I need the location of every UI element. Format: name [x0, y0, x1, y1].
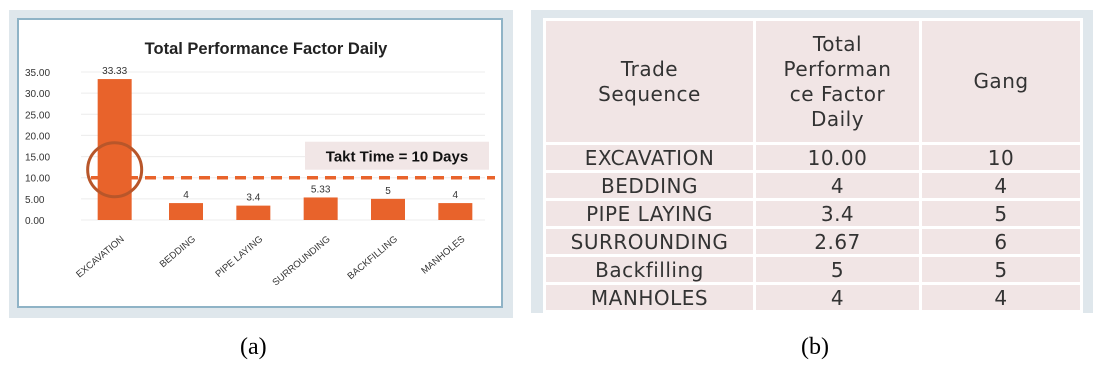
header-line: Daily [810, 106, 865, 131]
table-cell: 4 [921, 172, 1082, 200]
table-cell: 4 [755, 284, 921, 312]
table-cell: 4 [921, 284, 1082, 312]
takt-time-label: Takt Time = 10 Days [325, 148, 469, 166]
bar [98, 79, 132, 220]
y-tick-label: 5.00 [25, 194, 45, 206]
y-tick-label: 0.00 [25, 216, 45, 227]
table-cell: 5 [755, 256, 921, 284]
x-tick-label: SURROUNDING [270, 233, 333, 289]
data-label: 33.33 [102, 66, 128, 78]
table-body [545, 144, 1082, 312]
table-cell: BEDDING [545, 172, 755, 200]
table-row [545, 228, 1082, 256]
table-header-row [545, 20, 1082, 144]
data-label: 3.4 [246, 192, 261, 204]
bar [304, 197, 338, 220]
y-tick-label: 10.00 [25, 173, 51, 185]
y-tick-label: 20.00 [25, 131, 51, 143]
header-line: ce Factor [789, 81, 886, 106]
y-tick-label: 30.00 [25, 89, 51, 101]
table-row [545, 256, 1082, 284]
chart-title: Total Performance Factor Daily [144, 40, 388, 58]
header-line: Trade [620, 56, 679, 81]
y-tick-label: 35.00 [25, 68, 51, 79]
table-cell: SURROUNDING [545, 228, 755, 256]
table-cell: 10 [921, 144, 1082, 172]
table-cell: 2.67 [755, 228, 921, 256]
table-header-cell [755, 20, 921, 144]
bar [438, 203, 472, 220]
header-line: Total [812, 31, 863, 56]
chart-panel [9, 10, 513, 318]
chart-frame [17, 18, 503, 308]
data-label: 4 [183, 190, 189, 202]
header-line: Gang [973, 69, 1029, 93]
table-row [545, 144, 1082, 172]
table-cell: Backfilling [545, 256, 755, 284]
x-tick-label: BACKFILLING [345, 233, 400, 283]
table-panel [531, 10, 1093, 313]
bar [169, 203, 203, 220]
table-cell: 5 [921, 200, 1082, 228]
table-row [545, 172, 1082, 200]
performance-table [543, 18, 1083, 313]
table-row [545, 200, 1082, 228]
header-line: Sequence [598, 81, 701, 106]
y-tick-label: 15.00 [25, 152, 51, 164]
data-label: 5.33 [310, 184, 331, 196]
table-cell: 5 [921, 256, 1082, 284]
table-row [545, 284, 1082, 312]
table-cell: PIPE LAYING [545, 200, 755, 228]
bar [236, 206, 270, 220]
y-tick-label: 25.00 [25, 110, 51, 122]
bar-chart [19, 20, 501, 306]
x-tick-label: MANHOLES [419, 233, 468, 277]
table-cell: EXCAVATION [545, 144, 755, 172]
caption-a: (a) [240, 334, 267, 360]
x-tick-label: BEDDING [157, 233, 198, 271]
table-cell: MANHOLES [545, 284, 755, 312]
table-cell: 3.4 [755, 200, 921, 228]
x-tick-label: PIPE LAYING [213, 233, 266, 280]
table-header-cell [545, 20, 755, 144]
bar [371, 199, 405, 220]
caption-b: (b) [801, 334, 829, 360]
data-label: 4 [452, 190, 459, 202]
table-header-cell [921, 20, 1082, 144]
header-line: Performan [783, 56, 892, 81]
table-cell: 10.00 [755, 144, 921, 172]
x-tick-label: EXCAVATION [74, 233, 127, 281]
data-label: 5 [385, 185, 391, 197]
table-cell: 4 [755, 172, 921, 200]
table-cell: 6 [921, 228, 1082, 256]
